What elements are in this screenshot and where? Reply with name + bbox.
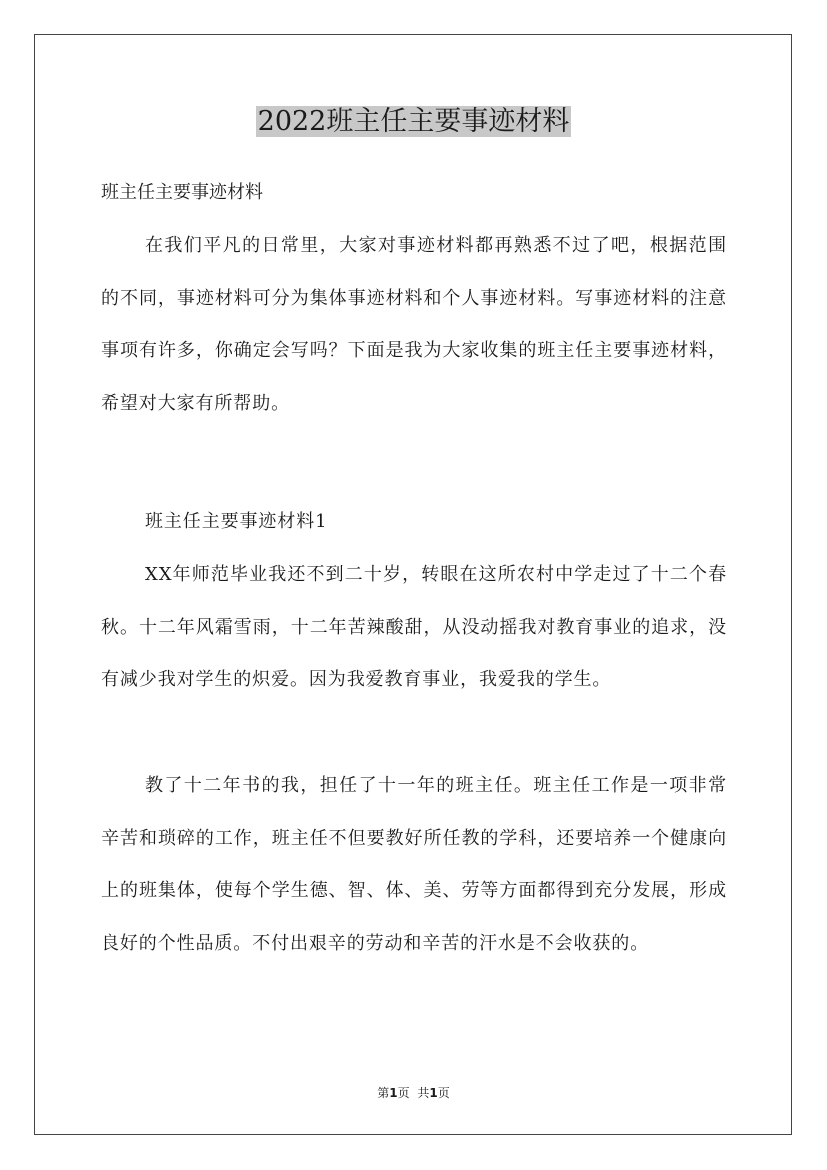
section-heading-1: 班主任主要事迹材料1	[145, 511, 328, 532]
document-title-text: 2022班主任主要事迹材料	[257, 106, 570, 137]
footer-total-suffix: 页	[437, 1086, 450, 1100]
footer-total-pages: 1	[429, 1086, 438, 1100]
footer-page-prefix: 第	[377, 1086, 390, 1100]
intro-paragraph: 在我们平凡的日常里，大家对事迹材料都再熟悉不过了吧，根据范围的不同，事迹材料可分为集体事迹材料和个人事迹材料。写事迹材料的注意事项有许多，你确定会写吗？下面是我为大家收集的班主任主要事迹材料，希望对大家有所帮助。	[101, 235, 727, 414]
body-paragraph-2: 教了十二年书的我，担任了十一年的班主任。班主任工作是一项非常辛苦和琐碎的工作，班主任不但要教好所任教的学科，还要培养一个健康向上的班集体，使每个学生德、智、体、美、劳等方面都得到充分发展，形成良好的个性品质。不付出艰辛的劳动和辛苦的汗水是不会收获的。	[101, 775, 727, 954]
body-paragraph-1: XX年师范毕业我还不到二十岁，转眼在这所农村中学走过了十二个春秋。十二年风霜雪雨，十二年苦辣酸甜，从没动摇我对教育事业的追求，没有减少我对学生的炽爱。因为我爱教育事业，我爱我的学生。	[101, 564, 727, 690]
page-footer	[0, 1085, 827, 1101]
footer-total-prefix: 共	[417, 1086, 430, 1100]
footer-page-number: 1	[389, 1086, 398, 1100]
document-title	[0, 100, 827, 144]
footer-page-suffix: 页	[397, 1086, 410, 1100]
document-subheading: 班主任主要事迹材料	[101, 182, 263, 203]
